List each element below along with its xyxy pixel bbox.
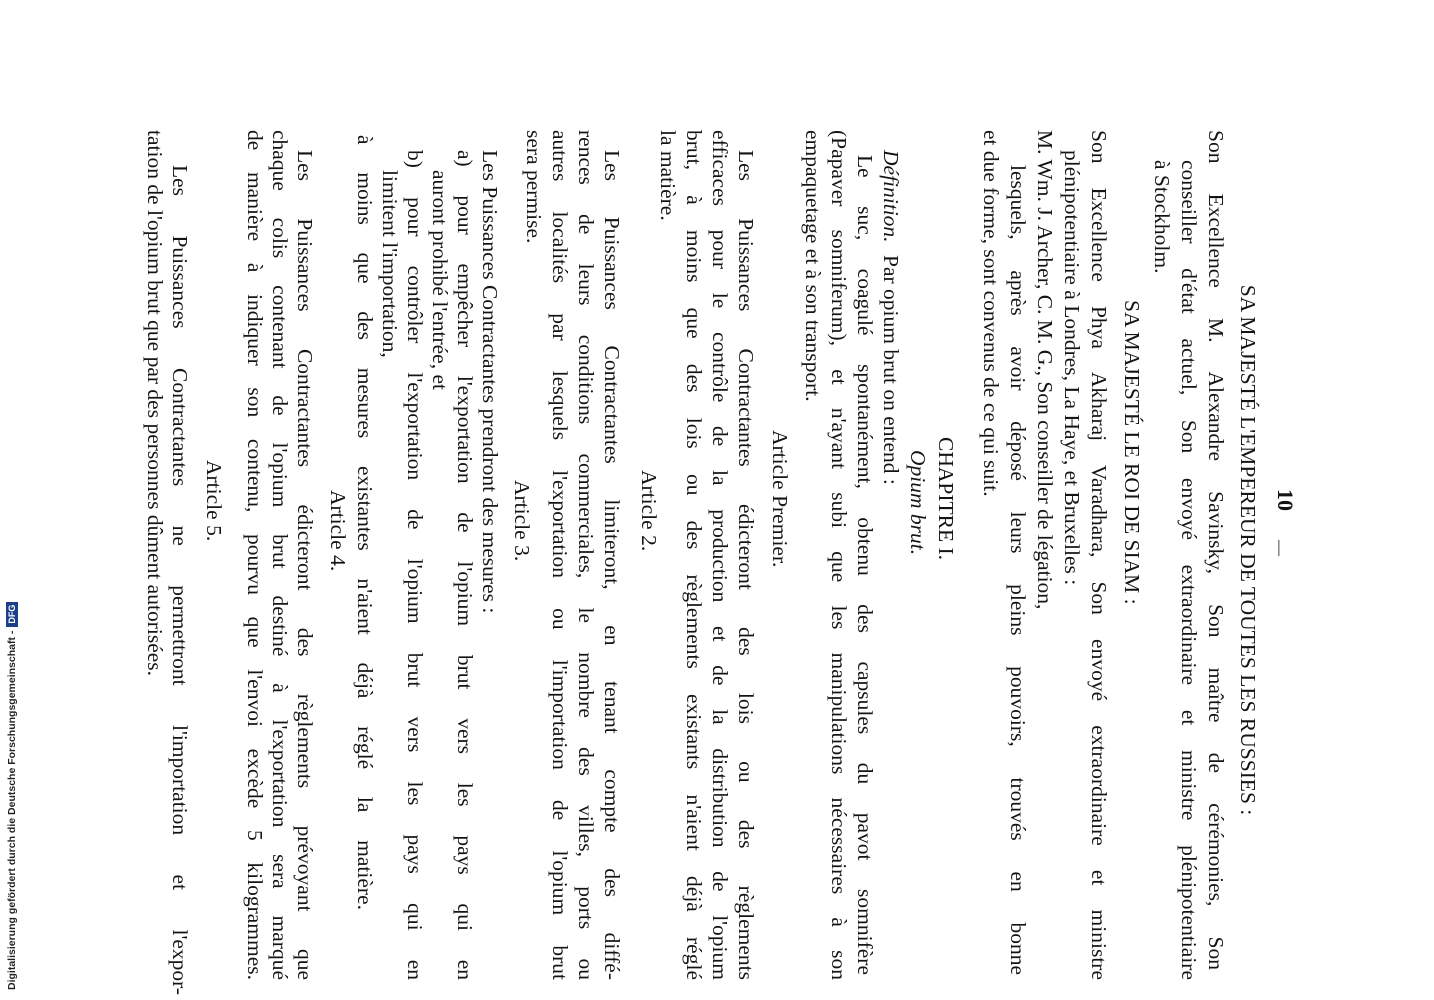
article-4-line-3: de manière à indiquer son contenu, pourvu que l'envoi excède 5 kilogrammes.	[243, 130, 267, 980]
agreement-line-1: lesquels, après avoir déposé leurs pleins pouvoirs, trouvés en bonne	[1006, 165, 1030, 975]
article-5-title: Article 5.	[202, 460, 226, 542]
article-1-line-2: efficaces pour le contrôle de la production et de la distribution de l'opium	[708, 130, 732, 980]
article-2-line-2: rences de leurs conditions commerciales, le nombre des villes, ports ou	[574, 130, 598, 980]
article-3-line-last: à moins que des mesures existantes n'aient déjà réglé la matière.	[353, 135, 377, 910]
definition-line-3: (Papaver somniferum), et n'ayant subi que les manipulations nécessaires à son	[827, 130, 851, 980]
article-3-line-1: Les Puissances Contractantes prendront des mesures :	[478, 150, 502, 614]
article-5-line-1: Les Puissances Contractantes ne permettront l'importation et l'expor-	[168, 165, 192, 995]
article-2-line-3: autres localités par lesquels l'exportation ou l'importation de l'opium brut	[548, 130, 572, 980]
article-4-line-2: chaque colis contenant de l'opium brut destiné à l'exportation sera marqué	[268, 130, 292, 980]
agreement-line-2: et due forme, sont convenus de ce qui suit.	[979, 130, 1003, 497]
article-1-line-4: la matière.	[656, 130, 680, 221]
delegate-2-line-2: plénipotentiaire à Londres, La Haye, et Bruxelles :	[1060, 150, 1084, 586]
article-3-b-line-1: b) pour contrôler l'exportation de l'opium brut vers les pays qui en	[403, 150, 427, 980]
dfg-logo: DFG	[6, 602, 18, 627]
definition-line-1: Par opium brut on entend :	[879, 255, 903, 485]
sovereign-heading-russia: SA MAJESTÉ L'EMPEREUR DE TOUTES LES RUSSIES :	[1236, 284, 1260, 816]
document-page	[120, 0, 1300, 1000]
article-3-a-line-2: auront prohibé l'entrée, et	[428, 170, 452, 390]
article-1-line-3: brut, à moins que des lois ou des règlements existants n'aient déjà réglé	[682, 130, 706, 980]
delegate-1-line-1: Son Excellence M. Alexandre Savinsky, Son maître de cérémonies, Son	[1204, 130, 1228, 970]
page-number: 10	[1273, 489, 1298, 511]
article-4-title: Article 4.	[326, 490, 350, 572]
article-3-title: Article 3.	[510, 480, 534, 562]
article-1-title: Article Premier.	[768, 430, 792, 568]
credit-text: Digitalisierung gefördert durch die Deutsche Forschungsgemeinschaft -	[6, 630, 18, 990]
delegate-1-line-3: à Stockholm.	[1150, 160, 1174, 274]
delegate-3-line-1: M. Wm. J. Archer, C. M. G., Son conseiller de légation,	[1033, 130, 1057, 610]
definition-label: Définition.	[879, 150, 903, 243]
page-dash: —	[1271, 540, 1288, 556]
digitization-credit	[6, 602, 18, 990]
article-3-a-line-1: a) pour empêcher l'exportation de l'opium brut vers les pays qui en	[453, 150, 477, 980]
article-2-line-4: sera permise.	[522, 130, 546, 244]
article-2-title: Article 2.	[637, 470, 661, 552]
article-1-line-1: Les Puissances Contractantes édicteront des lois ou des règlements	[734, 150, 758, 980]
sovereign-heading-siam: SA MAJESTÉ LE ROI DE SIAM :	[1120, 300, 1144, 605]
delegate-2-line-1: Son Excellence Phya Akharaj Varadhara, Son envoyé extraordinaire et ministre	[1087, 130, 1111, 980]
article-3-b-line-2: limitent l'importation,	[378, 170, 402, 358]
definition-line-4: empaquetage et à son transport.	[801, 130, 825, 402]
article-5-line-2: tation de l'opium brut que par des personnes dûment autorisées.	[143, 130, 167, 677]
chapter-subtitle: Opium brut.	[906, 450, 930, 556]
article-2-line-1: Les Puissances Contractantes limiteront, en tenant compte des diffé-	[600, 150, 624, 980]
delegate-1-line-2: conseiller d'état actuel, Son envoyé extraordinaire et ministre plénipotentiaire	[1177, 160, 1201, 980]
definition-line-2: Le suc, coagulé spontanément, obtenu des capsules du pavot somnifère	[853, 155, 877, 975]
article-4-line-1: Les Puissances Contractantes édicteront des règlements prévoyant que	[293, 150, 317, 980]
chapter-title: CHAPITRE I.	[934, 437, 958, 561]
